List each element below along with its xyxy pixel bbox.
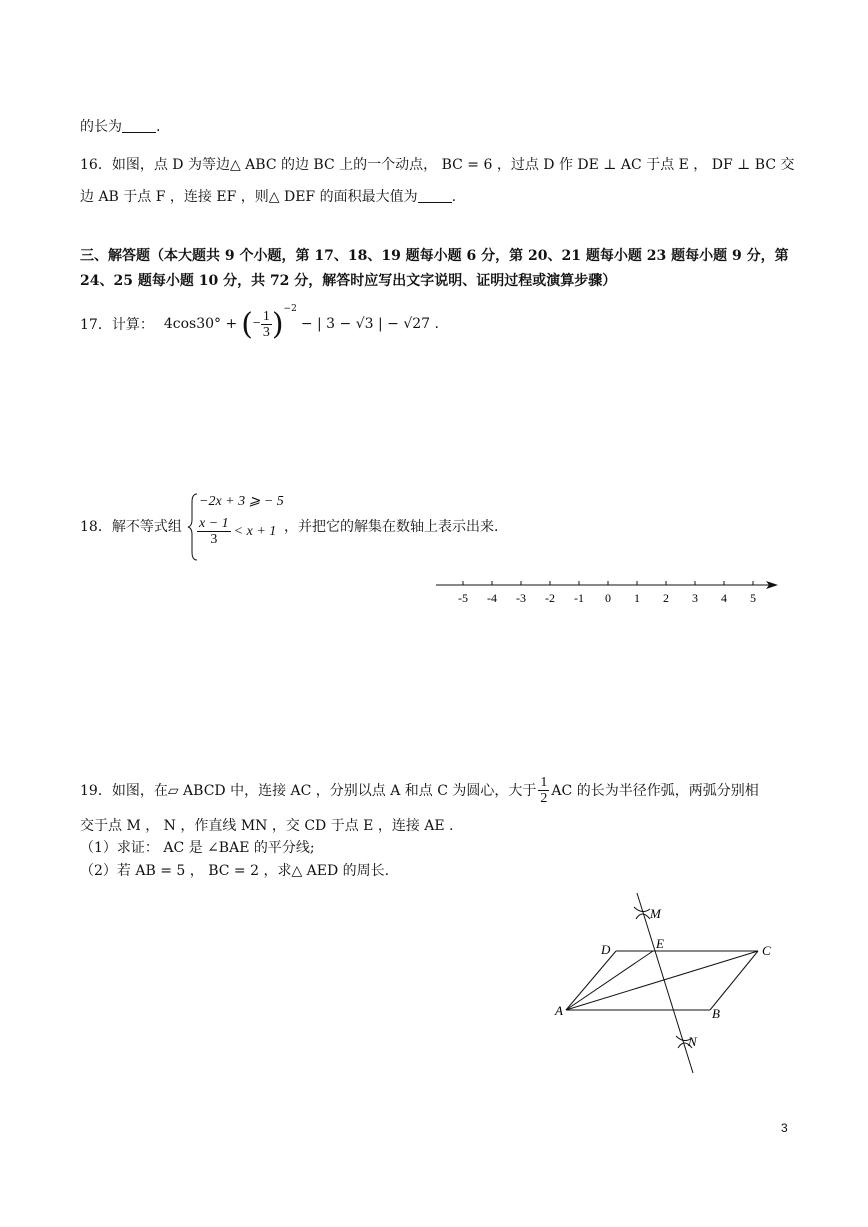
label-d: D bbox=[601, 942, 611, 957]
label-m: M bbox=[650, 906, 661, 921]
number-line-label: 2 bbox=[663, 591, 669, 605]
number-line-label: 5 bbox=[750, 591, 756, 605]
q18-ineq1: −2x + 3 ⩾ − 5 bbox=[199, 494, 284, 509]
q19-part1: （1）求证： AC 是 ∠BAE 的平分线; bbox=[80, 840, 315, 856]
number-line bbox=[434, 575, 784, 611]
label-c: C bbox=[762, 943, 771, 958]
q19-half-num: 1 bbox=[540, 774, 548, 790]
q16-line1: 16．如图，点 D 为等边△ ABC 的边 BC 上的一个动点， BC = 6 ，过点 D 作 DE ⊥ AC 于点 E ， DF ⊥ BC 交 bbox=[80, 157, 795, 173]
segment-ae bbox=[566, 951, 653, 1010]
label-b: B bbox=[712, 1006, 720, 1021]
q16-line2: 边 AB 于点 F ，连接 EF ，则△ DEF 的面积最大值为 . bbox=[80, 189, 457, 205]
q19-line2: 交于点 M ， N ，作直线 MN ，交 CD 于点 E ，连接 AE . bbox=[80, 818, 454, 834]
q19-line1 bbox=[80, 772, 759, 808]
number-line-label: -5 bbox=[458, 591, 468, 605]
q17-label: 17．计算： bbox=[80, 317, 154, 333]
q18-frac-den: 3 bbox=[210, 532, 218, 547]
number-line-label: 3 bbox=[692, 591, 698, 605]
q19-line1-b: AC 的长为半径作弧，两弧分别相 bbox=[551, 783, 759, 799]
right-paren: ) bbox=[271, 306, 284, 342]
number-line-label: 4 bbox=[721, 591, 727, 605]
q19-half bbox=[538, 775, 549, 806]
number-line-label: 1 bbox=[634, 591, 640, 605]
q17-frac-den: 3 bbox=[262, 324, 270, 340]
number-line-label: -4 bbox=[487, 591, 497, 605]
diagonal-ac bbox=[566, 951, 758, 1010]
q19-part2: （2）若 AB = 5 ， BC = 2 ，求△ AED 的周长. bbox=[80, 863, 390, 879]
page-number: 3 bbox=[781, 1121, 788, 1135]
q16-line2-text: 边 AB 于点 F ，连接 EF ，则△ DEF 的面积最大值为 bbox=[80, 189, 418, 205]
arc-m-2 bbox=[636, 914, 650, 919]
q15-tail-text: 的长为 bbox=[80, 119, 122, 135]
q18-system bbox=[187, 490, 284, 562]
q18-label: 18．解不等式组 bbox=[80, 519, 182, 535]
number-line-label: 0 bbox=[605, 591, 611, 605]
parallelogram-figure bbox=[550, 885, 790, 1080]
label-a: A bbox=[555, 1003, 563, 1018]
section3-line2: 24、25 题每小题 10 分，共 72 分，解答时应写出文字说明、证明过程或演算步骤） bbox=[80, 273, 617, 289]
q19-line1-a: 19．如图，在▱ ABCD 中，连接 AC ，分别以点 A 和点 C 为圆心，大于 bbox=[80, 783, 537, 799]
q18-tail: ，并把它的解集在数轴上表示出来. bbox=[284, 519, 499, 535]
left-paren: ( bbox=[241, 306, 253, 342]
label-n: N bbox=[688, 1034, 697, 1049]
q18-ineq2-rest: < x + 1 bbox=[233, 523, 277, 539]
side-ad bbox=[566, 951, 616, 1010]
q18-frac-num: x − 1 bbox=[199, 516, 229, 531]
q17-fraction bbox=[261, 309, 272, 340]
q17-exponent: −2 bbox=[283, 304, 297, 314]
number-line-label: -2 bbox=[545, 591, 555, 605]
q19-half-den: 2 bbox=[540, 790, 548, 806]
answer-blank bbox=[418, 188, 452, 203]
number-line-label: -1 bbox=[574, 591, 584, 605]
section3-line1: 三、解答题（本大题共 9 个小题，第 17、18、19 题每小题 6 分，第 20、21 题每小题 23 题每小题 9 分，第 bbox=[80, 248, 789, 264]
q17-expr-b: − | 3 − √3 | − √27 . bbox=[300, 316, 439, 332]
answer-blank bbox=[122, 118, 156, 133]
q17: 17．计算： 4cos30° + ( − $\frac{1}{3}$ ) $^{-2}$ − | 3 − √3 | − √27 . bbox=[80, 304, 439, 342]
q18-fraction bbox=[197, 516, 231, 547]
q17-frac-num: 1 bbox=[262, 308, 270, 324]
number-line-label: -3 bbox=[516, 591, 526, 605]
q17-expr-a: 4cos30° + bbox=[163, 316, 238, 332]
q15-tail: 的长为 . bbox=[80, 119, 161, 135]
line-mn bbox=[637, 893, 693, 1073]
label-e: E bbox=[656, 936, 664, 951]
side-bc bbox=[710, 951, 758, 1010]
